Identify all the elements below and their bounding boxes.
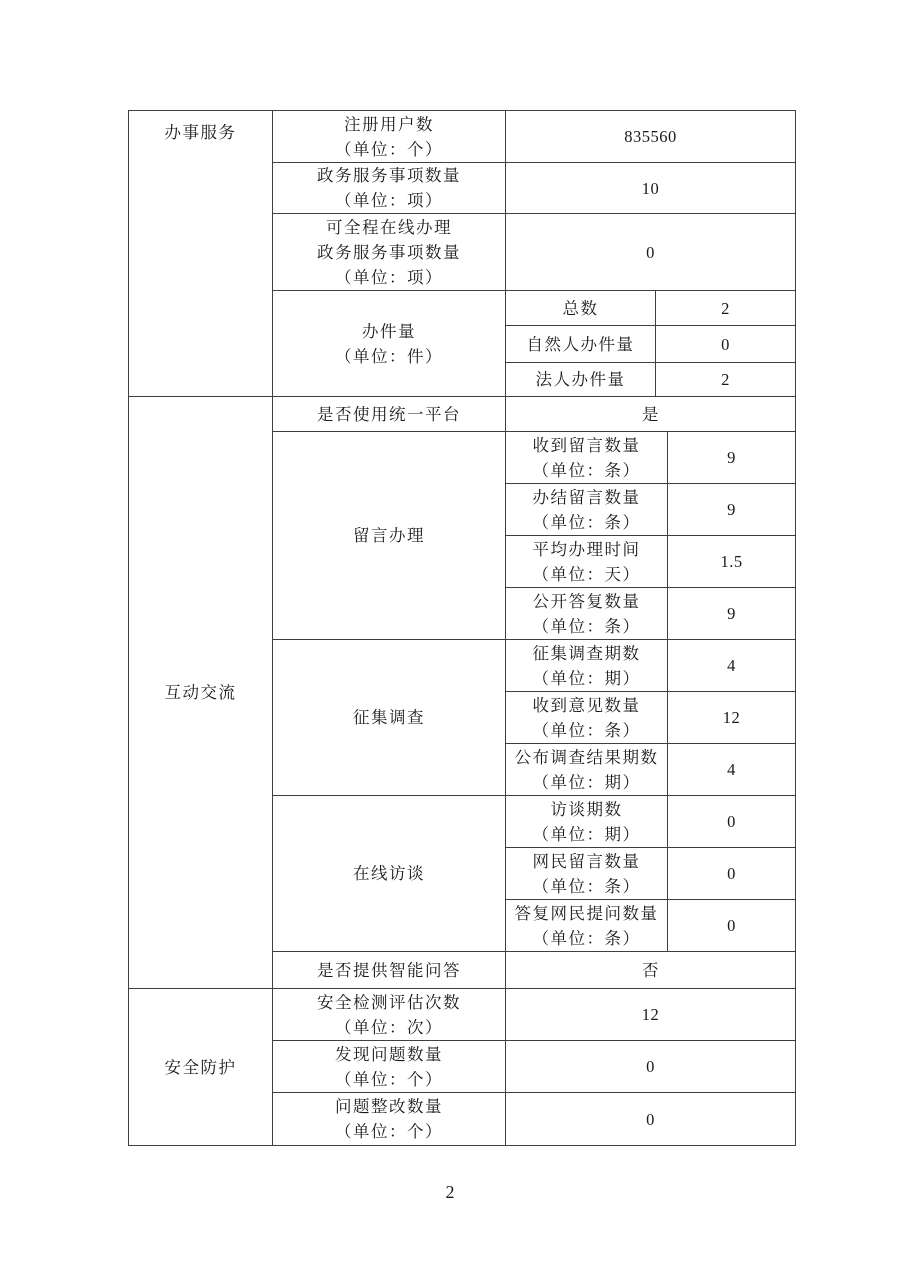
label-line: 注册用户数 [344, 114, 434, 134]
unit-line: （单位：个） [335, 139, 443, 159]
label-line: 自然人办件量 [526, 334, 635, 354]
label-line: 发现问题数量 [335, 1044, 443, 1064]
unit-line: （单位：期） [532, 668, 641, 688]
label-line: 收到留言数量 [532, 435, 641, 455]
group-label-message-handling [273, 432, 506, 640]
label-line: 在线访谈 [353, 864, 425, 883]
sub-label-natural-person [506, 326, 656, 363]
sub-value-total: 2 [656, 291, 796, 326]
sub-value-messages-resolved: 9 [668, 484, 796, 536]
unit-line: （单位：项） [335, 267, 443, 287]
section-security [129, 989, 273, 1146]
sub-value-opinions-received: 12 [668, 692, 796, 744]
sub-label-messages-received [506, 432, 668, 484]
label-line: 办件量 [362, 321, 416, 341]
metric-value-problems-fixed: 0 [506, 1093, 796, 1146]
label-line: 征集调查期数 [532, 643, 641, 663]
unit-line: （单位：个） [335, 1069, 443, 1089]
sub-label-netizen-messages [506, 848, 668, 900]
label-line: 平均办理时间 [532, 539, 641, 559]
sub-value-public-replies: 9 [668, 588, 796, 640]
unit-line: （单位：期） [532, 824, 641, 844]
sub-value-results-published: 4 [668, 744, 796, 796]
sub-value-messages-received: 9 [668, 432, 796, 484]
metric-value-service-items: 10 [506, 163, 796, 214]
group-label-surveys [273, 640, 506, 796]
label-line: 可全程在线办理 [326, 217, 452, 237]
label-line: 是否使用统一平台 [317, 404, 461, 424]
unit-line: （单位：条） [532, 616, 641, 636]
label-line: 收到意见数量 [532, 695, 641, 715]
sub-label-results-published [506, 744, 668, 796]
label-line: 问题整改数量 [335, 1097, 443, 1116]
group-label-online-interviews [273, 796, 506, 952]
sub-label-questions-answered [506, 900, 668, 952]
metric-label-problems-fixed [273, 1093, 506, 1146]
unit-line: （单位：件） [335, 346, 443, 366]
sub-label-messages-resolved [506, 484, 668, 536]
sub-label-interview-periods [506, 796, 668, 848]
metric-label-registered-users [273, 111, 506, 163]
sub-label-total [506, 291, 656, 326]
label-line: 政务服务事项数量 [317, 242, 461, 262]
metric-value-security-assessments: 12 [506, 989, 796, 1041]
unit-line: （单位：条） [532, 928, 641, 948]
label-line: 公布调查结果期数 [514, 747, 659, 767]
report-table [128, 110, 796, 1146]
label-line: 公开答复数量 [532, 591, 641, 611]
page-number: 2 [445, 1182, 455, 1202]
label-line: 留言办理 [353, 526, 425, 545]
unit-line: （单位：条） [532, 512, 641, 532]
sub-value-legal-person: 2 [656, 363, 796, 397]
label-line: 答复网民提问数量 [514, 903, 659, 923]
sub-value-questions-answered: 0 [668, 900, 796, 952]
metric-value-online-service-items: 0 [506, 214, 796, 291]
label-line: 网民留言数量 [532, 851, 641, 871]
unit-line: （单位：个） [335, 1122, 443, 1141]
unit-line: （单位：期） [532, 772, 641, 792]
unit-line: （单位：项） [335, 191, 443, 210]
section-name: 办事服务 [164, 123, 237, 142]
label-line: 是否提供智能问答 [317, 960, 461, 980]
sub-label-survey-periods [506, 640, 668, 692]
label-line: 办结留言数量 [532, 487, 641, 507]
unit-line: （单位：天） [532, 564, 641, 584]
label-line: 征集调查 [353, 708, 425, 727]
label-line: 总数 [562, 298, 599, 318]
metric-label-problems-found [273, 1041, 506, 1093]
section-name: 互动交流 [164, 683, 237, 702]
sub-label-public-replies [506, 588, 668, 640]
metric-label-service-items [273, 163, 506, 214]
metric-value-registered-users: 835560 [506, 111, 796, 163]
metric-value-smart-qa: 否 [506, 952, 796, 989]
metric-label-online-service-items [273, 214, 506, 291]
sub-label-legal-person [506, 363, 656, 397]
section-interaction [129, 397, 273, 989]
section-office-services [129, 111, 273, 397]
label-line: 政务服务事项数量 [317, 166, 461, 185]
sub-value-survey-periods: 4 [668, 640, 796, 692]
sub-label-avg-handling-time [506, 536, 668, 588]
metric-label-security-assessments [273, 989, 506, 1041]
section-name: 安全防护 [164, 1057, 237, 1077]
metric-label-unified-platform [273, 397, 506, 432]
label-line: 访谈期数 [550, 799, 623, 819]
unit-line: （单位：条） [532, 720, 641, 740]
sub-value-interview-periods: 0 [668, 796, 796, 848]
group-label-case-volume [273, 291, 506, 397]
label-line: 安全检测评估次数 [317, 992, 461, 1012]
sub-value-netizen-messages: 0 [668, 848, 796, 900]
metric-label-smart-qa [273, 952, 506, 989]
metric-value-unified-platform: 是 [506, 397, 796, 432]
sub-value-avg-handling-time: 1.5 [668, 536, 796, 588]
sub-label-opinions-received [506, 692, 668, 744]
metric-value-problems-found: 0 [506, 1041, 796, 1093]
unit-line: （单位：次） [335, 1017, 443, 1037]
label-line: 法人办件量 [535, 370, 626, 389]
unit-line: （单位：条） [532, 876, 641, 896]
unit-line: （单位：条） [532, 460, 641, 480]
sub-value-natural-person: 0 [656, 326, 796, 363]
